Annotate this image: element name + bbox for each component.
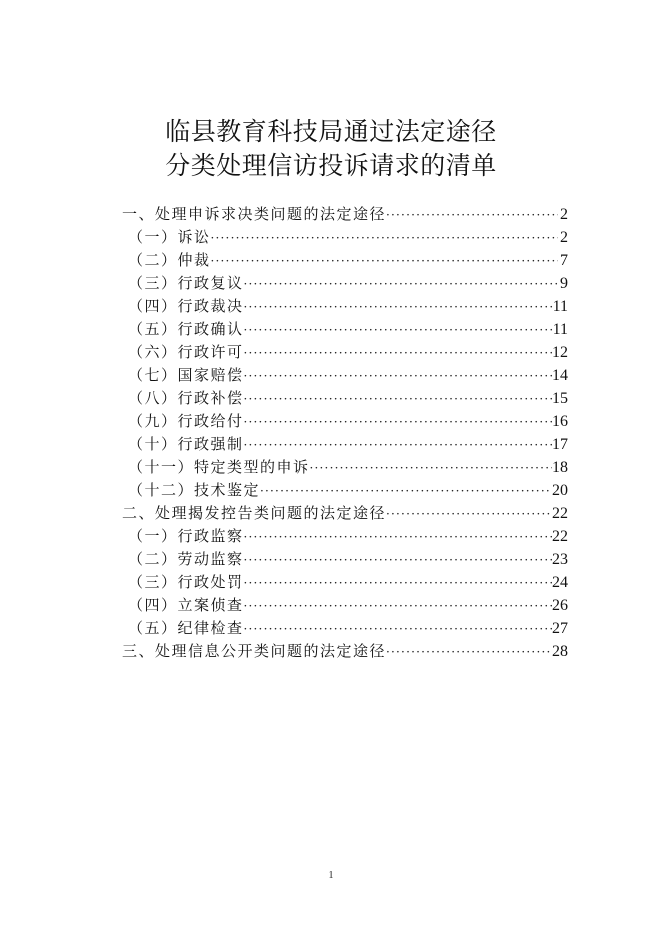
toc-entry-1-11[interactable] <box>122 456 568 479</box>
toc-leader-dots <box>211 227 558 250</box>
toc-entry-label: 三、处理信息公开类问题的法定途径 <box>122 642 387 660</box>
toc-entry-page: 28 <box>552 643 568 660</box>
toc-entry-1-8[interactable] <box>122 387 568 410</box>
toc-entry-2-3[interactable] <box>122 571 568 594</box>
toc-leader-dots <box>386 641 552 664</box>
toc-leader-dots <box>244 296 553 319</box>
document-title-line-1: 临县教育科技局通过法定途径 <box>165 117 497 146</box>
toc-entry-page: 17 <box>552 436 568 453</box>
toc-leader-dots <box>244 319 553 342</box>
toc-entry-page: 11 <box>552 321 568 338</box>
toc-leader-dots <box>260 480 552 503</box>
toc-leader-dots <box>244 618 552 641</box>
toc-entry-1-2[interactable] <box>122 249 568 272</box>
toc-entry-1-1[interactable] <box>122 226 568 249</box>
toc-leader-dots <box>244 434 552 457</box>
toc-entry-page: 16 <box>552 413 568 430</box>
toc-entry-page: 7 <box>560 252 568 269</box>
toc-entry-label: （五）纪律检查 <box>128 619 244 637</box>
toc-entry-page: 9 <box>560 275 568 292</box>
toc-entry-2-1[interactable] <box>122 525 568 548</box>
toc-leader-dots <box>244 526 552 549</box>
toc-entry-1[interactable] <box>122 203 568 226</box>
toc-leader-dots <box>244 273 558 296</box>
toc-entry-page: 18 <box>552 459 568 476</box>
toc-leader-dots <box>211 250 558 273</box>
toc-entry-1-12[interactable] <box>122 479 568 502</box>
toc-entry-1-5[interactable] <box>122 318 568 341</box>
toc-leader-dots <box>310 457 552 480</box>
toc-entry-page: 12 <box>552 344 568 361</box>
toc-leader-dots <box>386 204 558 227</box>
toc-entry-label: （三）行政处罚 <box>128 573 244 591</box>
toc-entry-label: （四）行政裁决 <box>128 297 244 315</box>
toc-entry-2[interactable] <box>122 502 568 525</box>
toc-entry-page: 27 <box>552 620 568 637</box>
toc-entry-1-10[interactable] <box>122 433 568 456</box>
page-number: 1 <box>328 870 334 881</box>
toc-entry-page: 23 <box>552 551 568 568</box>
toc-entry-label: （十一）特定类型的申诉 <box>128 458 310 476</box>
toc-entry-label: （四）立案侦查 <box>128 596 244 614</box>
toc-entry-page: 15 <box>552 390 568 407</box>
toc-leader-dots <box>244 572 552 595</box>
toc-entry-label: 一、处理申诉求决类问题的法定途径 <box>122 205 387 223</box>
toc-leader-dots <box>244 388 552 411</box>
toc-entry-label: （二）仲裁 <box>128 251 211 269</box>
toc-entry-label: （十）行政强制 <box>128 435 244 453</box>
toc-entry-1-7[interactable] <box>122 364 568 387</box>
toc-entry-2-2[interactable] <box>122 548 568 571</box>
toc-leader-dots <box>386 503 552 526</box>
toc-entry-page: 2 <box>560 206 568 223</box>
toc-entry-label: （一）行政监察 <box>128 527 244 545</box>
toc-leader-dots <box>244 411 552 434</box>
toc-entry-1-4[interactable] <box>122 295 568 318</box>
toc-entry-page: 26 <box>552 597 568 614</box>
toc-entry-label: （五）行政确认 <box>128 320 244 338</box>
toc-entry-2-4[interactable] <box>122 594 568 617</box>
toc-leader-dots <box>244 342 552 365</box>
toc-entry-page: 24 <box>552 574 568 591</box>
toc-entry-label: （九）行政给付 <box>128 412 244 430</box>
toc-entry-label: （三）行政复议 <box>128 274 244 292</box>
toc-entry-label: 二、处理揭发控告类问题的法定途径 <box>122 504 387 522</box>
toc-entry-2-5[interactable] <box>122 617 568 640</box>
toc-entry-1-9[interactable] <box>122 410 568 433</box>
toc-entry-page: 22 <box>552 528 568 545</box>
toc-entry-label: （二）劳动监察 <box>128 550 244 568</box>
table-of-contents <box>122 203 568 663</box>
toc-entry-page: 20 <box>552 482 568 499</box>
toc-leader-dots <box>244 549 552 572</box>
toc-entry-label: （一）诉讼 <box>128 228 211 246</box>
toc-entry-3[interactable] <box>122 640 568 663</box>
toc-leader-dots <box>244 365 552 388</box>
toc-entry-page: 2 <box>560 229 568 246</box>
toc-entry-label: （七）国家赔偿 <box>128 366 244 384</box>
toc-entry-label: （十二）技术鉴定 <box>128 481 261 499</box>
toc-entry-page: 22 <box>552 505 568 522</box>
toc-entry-label: （八）行政补偿 <box>128 389 244 407</box>
toc-entry-page: 11 <box>552 298 568 315</box>
toc-entry-label: （六）行政许可 <box>128 343 244 361</box>
toc-entry-1-3[interactable] <box>122 272 568 295</box>
document-title-line-2: 分类处理信访投诉请求的清单 <box>165 151 497 180</box>
toc-leader-dots <box>244 595 552 618</box>
toc-entry-1-6[interactable] <box>122 341 568 364</box>
toc-entry-page: 14 <box>552 367 568 384</box>
